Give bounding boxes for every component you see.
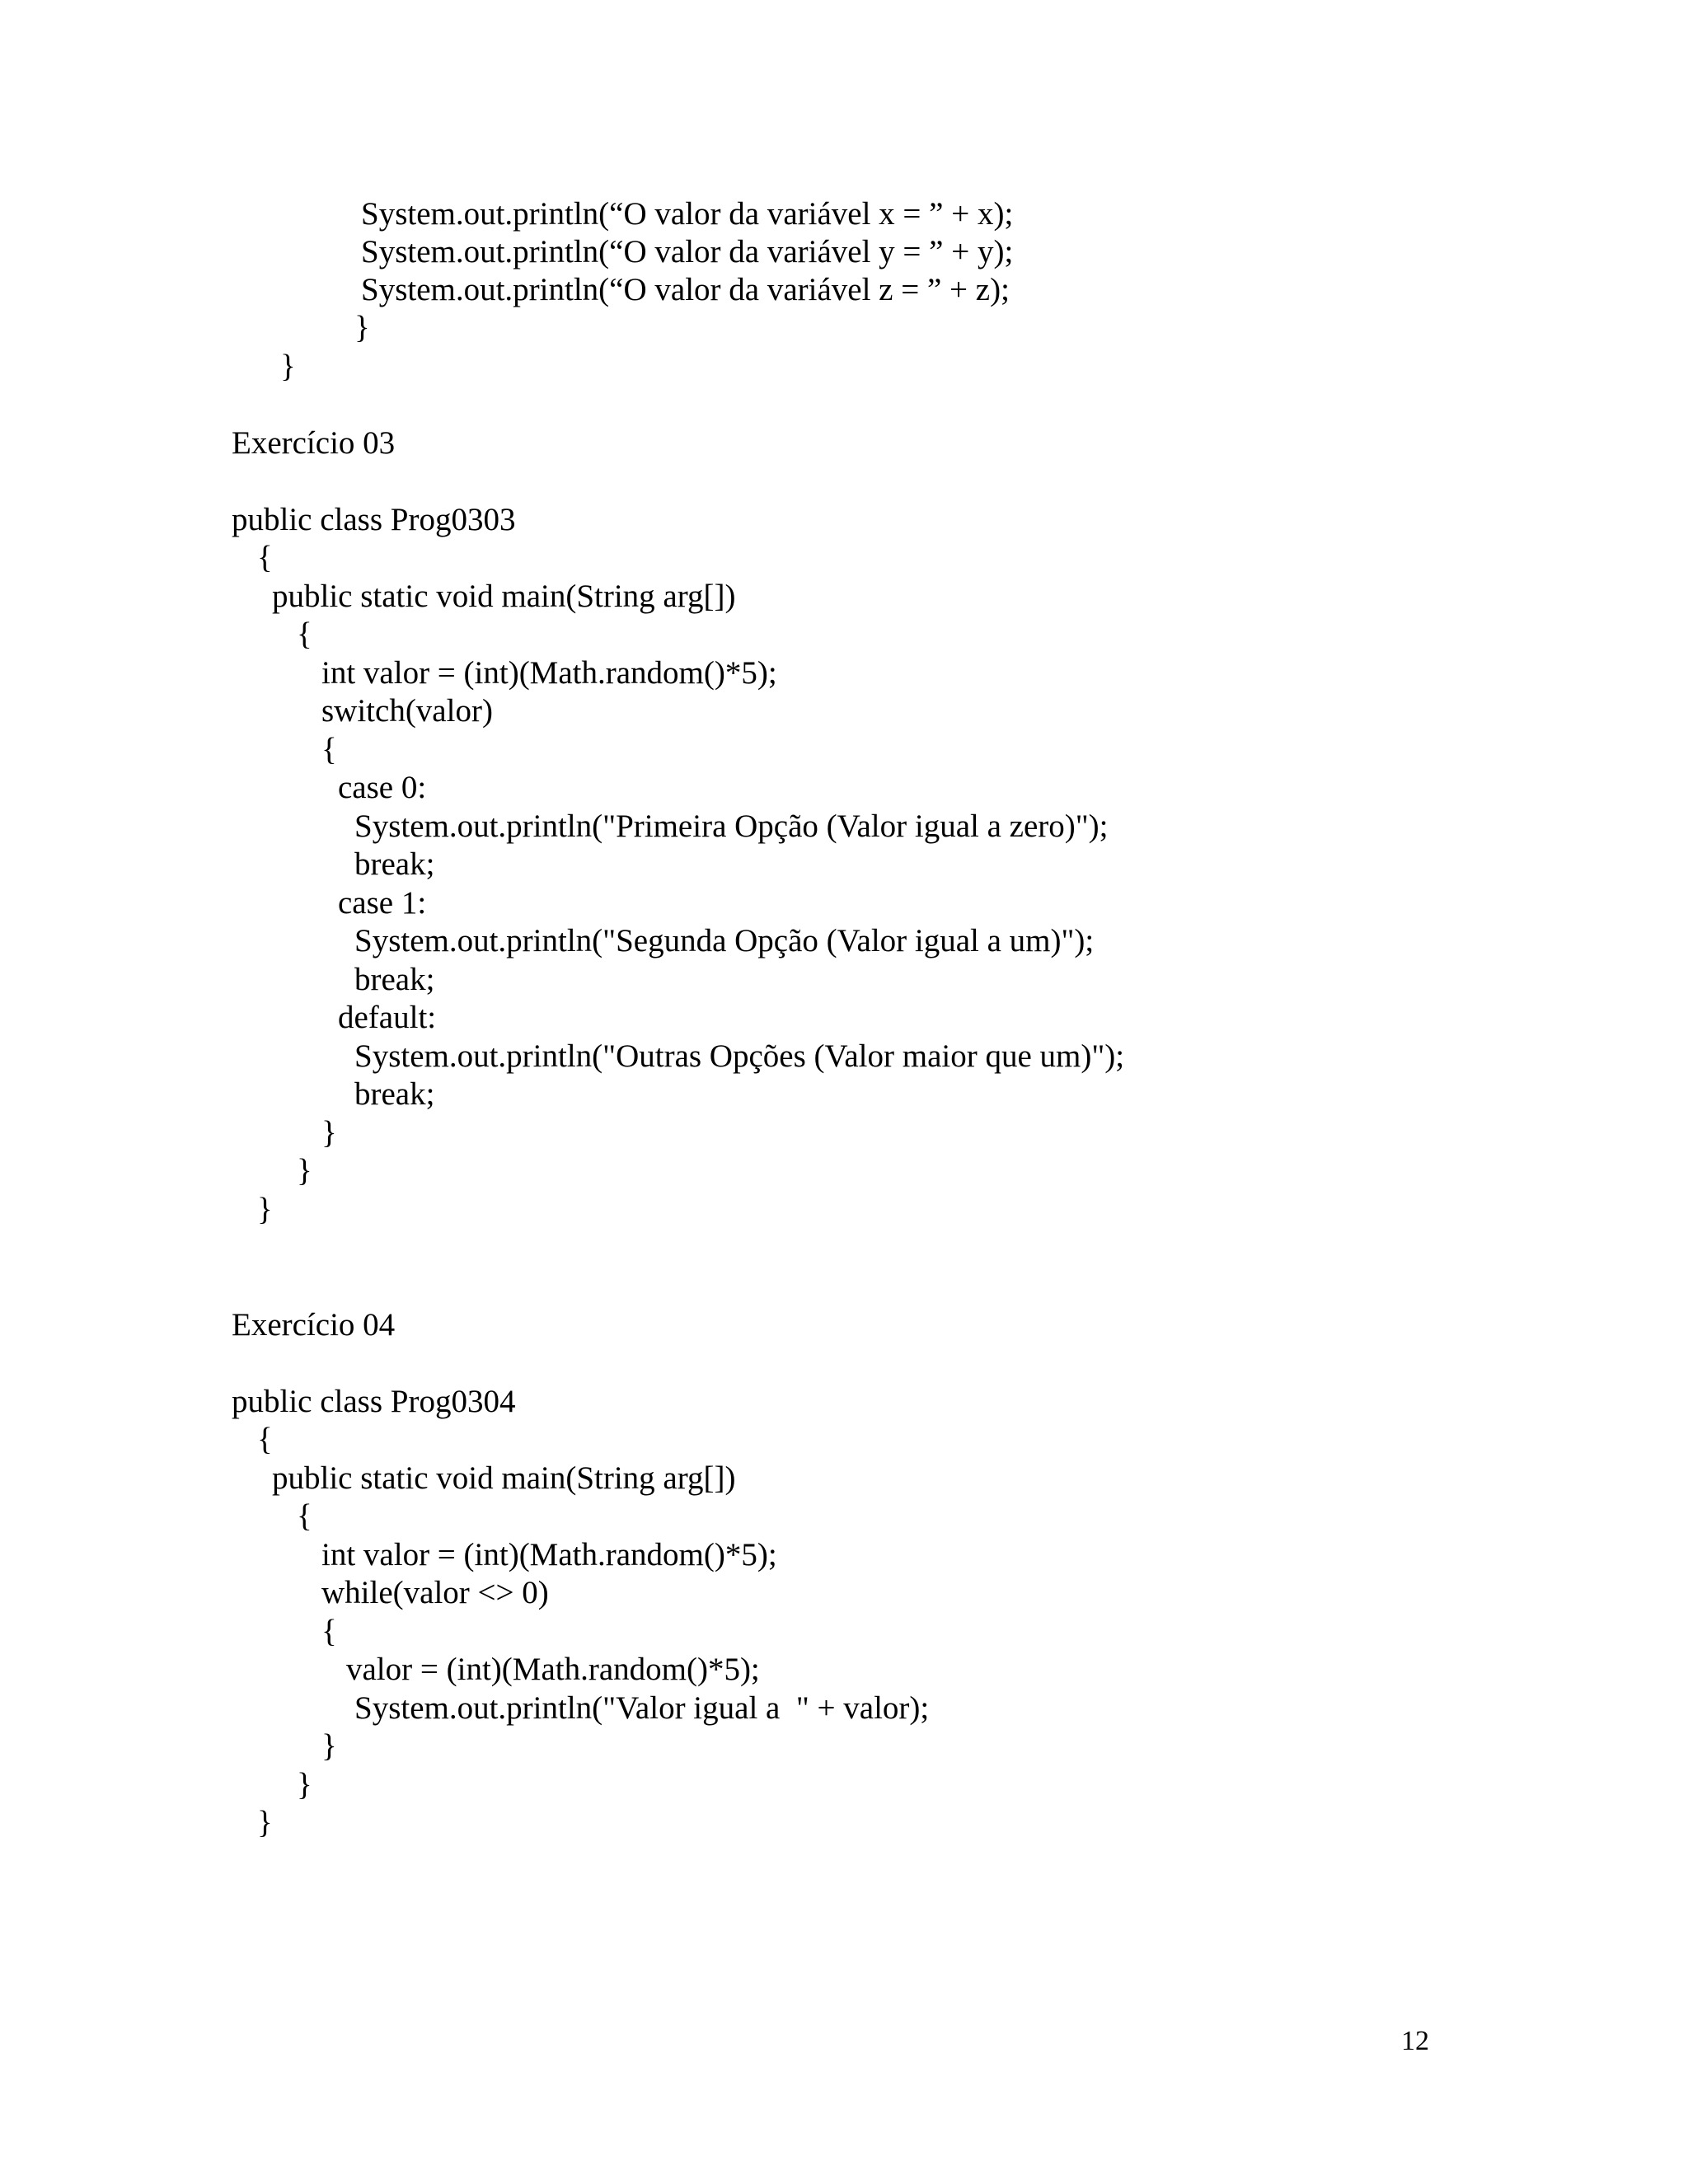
code-line: System.out.println("Outras Opções (Valor maior que um)");: [354, 1038, 1125, 1074]
code-line: }: [321, 1728, 337, 1764]
code-line: }: [297, 1767, 312, 1802]
code-line: break;: [354, 962, 435, 997]
code-line: {: [257, 1422, 273, 1457]
code-line: case 1:: [338, 885, 427, 921]
code-line: }: [321, 1115, 337, 1151]
code-line: switch(valor): [321, 693, 493, 729]
code-line: public static void main(String arg[]): [272, 1460, 736, 1496]
code-line: }: [297, 1153, 312, 1188]
code-line: {: [257, 540, 273, 575]
code-line: public static void main(String arg[]): [272, 579, 736, 614]
code-line: case 0:: [338, 770, 427, 805]
code-line: valor = (int)(Math.random()*5);: [346, 1652, 760, 1687]
code-line: {: [321, 1614, 337, 1649]
code-line: }: [280, 349, 296, 384]
code-line: int valor = (int)(Math.random()*5);: [321, 655, 777, 691]
page-number: 12: [1401, 2026, 1429, 2056]
code-line: {: [297, 616, 312, 652]
code-line: {: [297, 1498, 312, 1534]
code-line: int valor = (int)(Math.random()*5);: [321, 1537, 777, 1572]
code-line: break;: [354, 846, 435, 882]
code-line: while(valor <> 0): [321, 1575, 549, 1610]
exercise-04-heading: Exercício 04: [232, 1307, 396, 1343]
code-line: }: [257, 1805, 273, 1840]
code-line: public class Prog0303: [232, 502, 516, 537]
code-line: {: [321, 732, 337, 767]
code-line: public class Prog0304: [232, 1384, 516, 1419]
code-line: break;: [354, 1076, 435, 1112]
code-line: System.out.println(“O valor da variável y = ” + y);: [361, 234, 1014, 269]
code-line: System.out.println("Primeira Opção (Valor igual a zero)");: [354, 808, 1109, 844]
code-line: System.out.println(“O valor da variável x = ” + x);: [361, 196, 1014, 232]
code-line: System.out.println("Segunda Opção (Valor igual a um)");: [354, 923, 1095, 958]
code-line: System.out.println(“O valor da variável z = ” + z);: [361, 272, 1010, 307]
code-line: }: [354, 310, 370, 345]
code-line: default:: [338, 1000, 437, 1035]
code-line: }: [257, 1192, 273, 1227]
exercise-03-heading: Exercício 03: [232, 425, 396, 461]
code-line: System.out.println("Valor igual a " + valor);: [354, 1690, 930, 1726]
